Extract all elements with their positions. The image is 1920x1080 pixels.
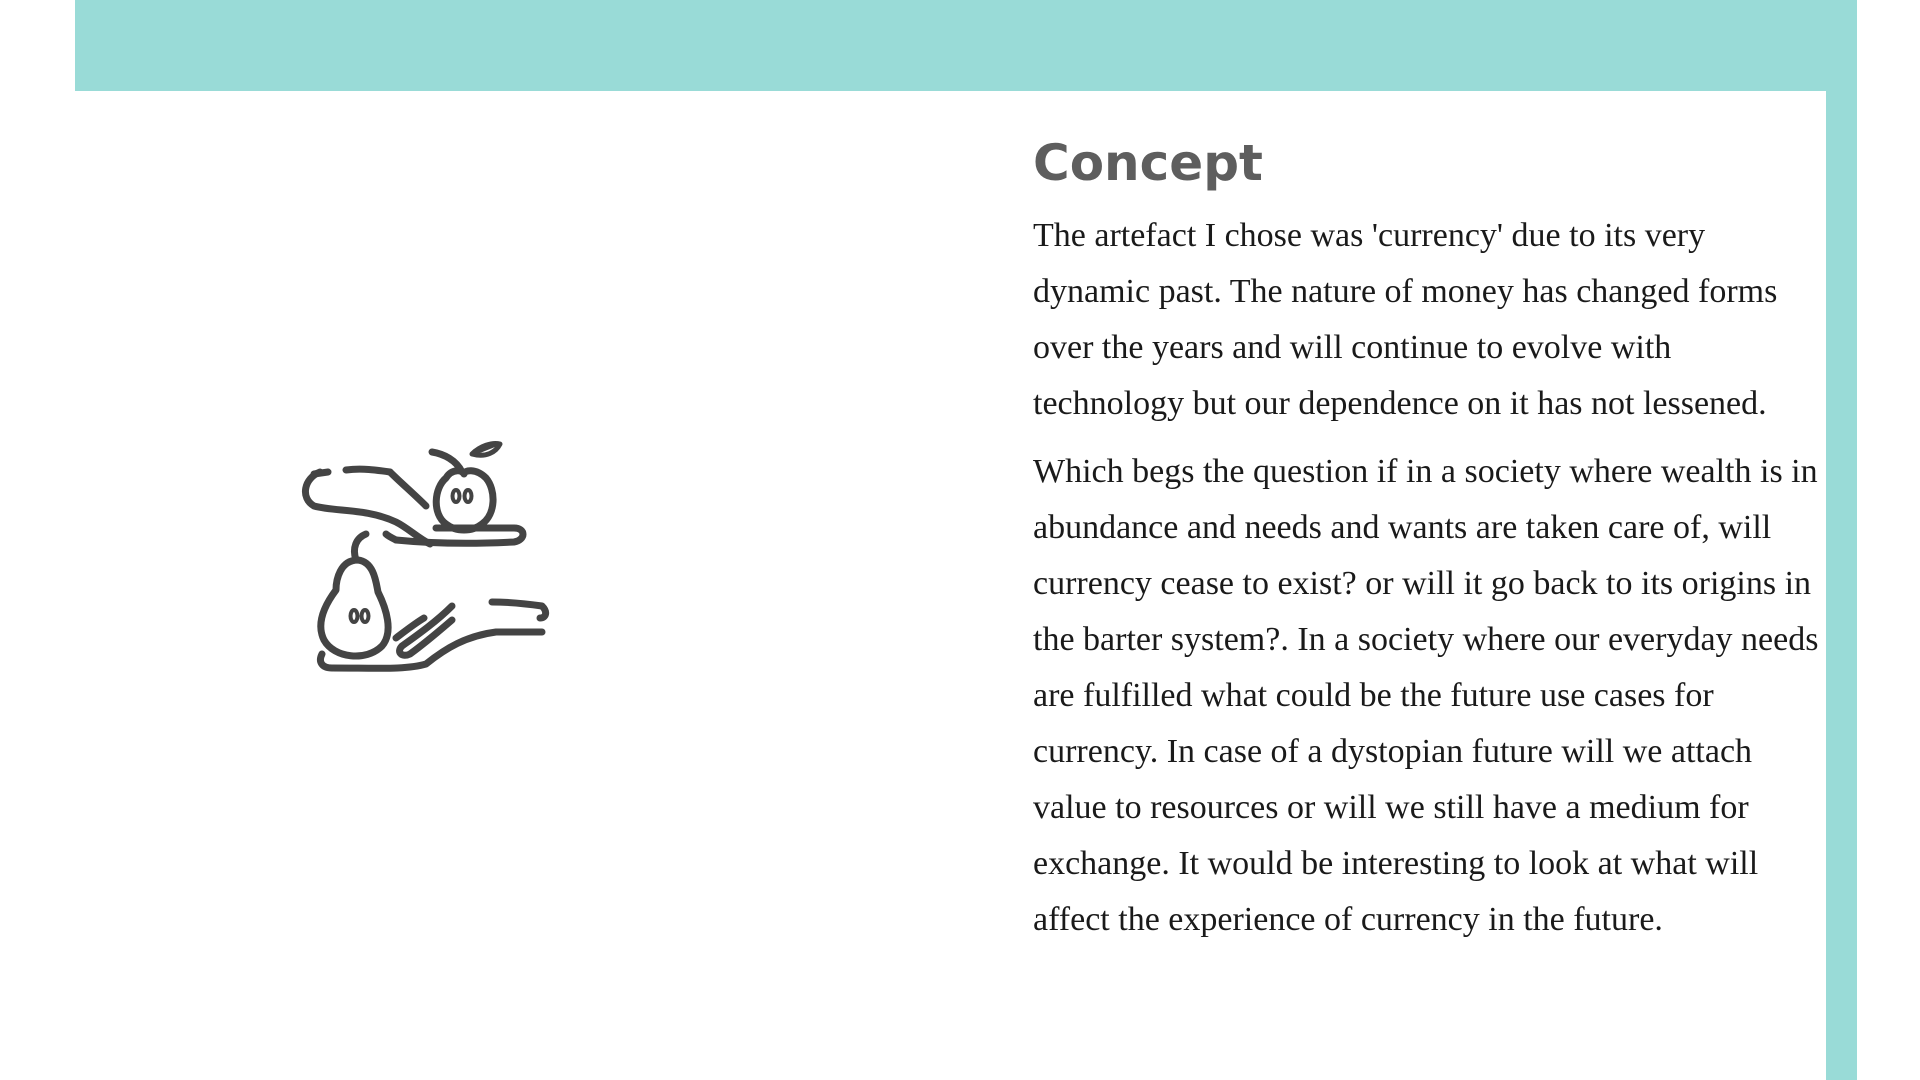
- concept-heading: Concept: [1033, 134, 1263, 192]
- concept-paragraph-2: Which begs the question if in a society where wealth is in abundance and needs and wants are taken care of, will currency cease to exist? or will it go back to its origins in the barter system?. In a society where our everyday needs are fulfilled what could be the future use cases for currency. In case of a dystopian future will we attach value to resources or will we still have a medium for exchange. It would be interesting to look at what will affect the experience of currency in the future.: [1033, 453, 1819, 938]
- top-accent-band: [75, 0, 1857, 91]
- hands-exchanging-apple-and-pear-icon: [296, 410, 556, 680]
- right-accent-band: [1826, 91, 1857, 1080]
- concept-section: [1033, 128, 1823, 960]
- concept-paragraph-1: The artefact I chose was 'currency' due to its very dynamic past. The nature of money has changed forms over the years and will continue to evolve with technology but our dependence on it has not lessened.: [1033, 217, 1778, 422]
